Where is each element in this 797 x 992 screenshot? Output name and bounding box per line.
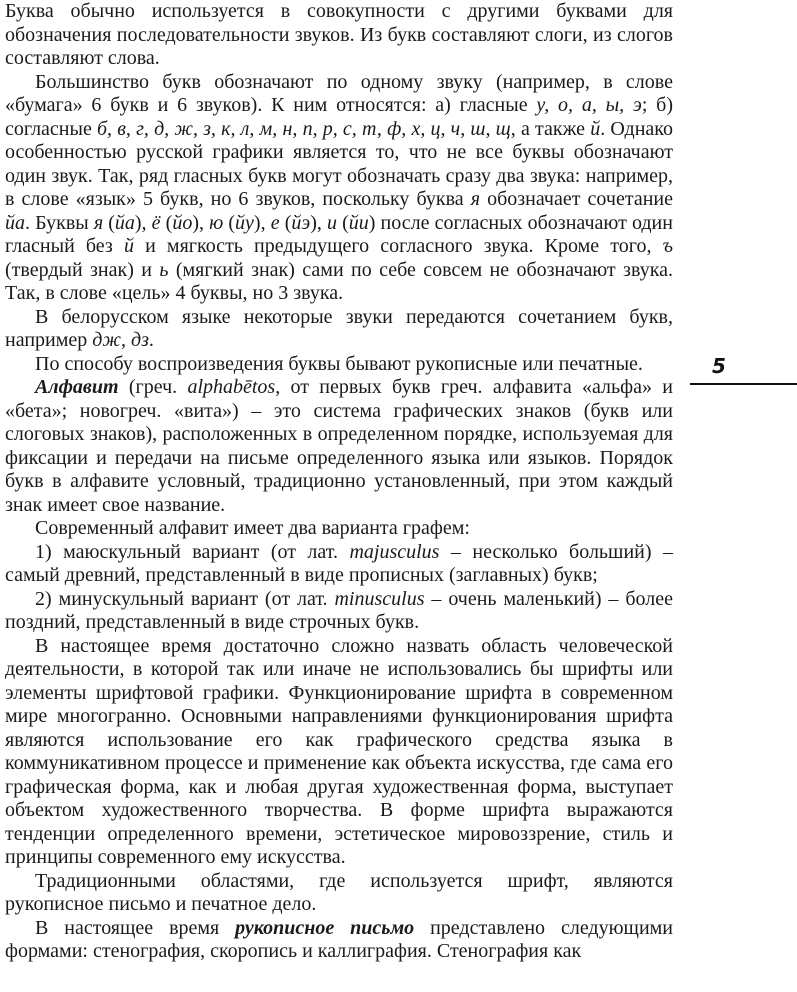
italic-run: й [590, 117, 601, 140]
italic-run: б, в, г, д, ж, з, к, л, м, н, п, р, с, т, ф, х, ц, ч, ш, щ [97, 117, 511, 140]
paragraph-p1 [5, 0, 673, 71]
page-marker-rule [690, 383, 797, 385]
text-run: (греч. [118, 376, 188, 398]
text-run: Традиционными областями, где используется шрифт, являются рукописное письмо и печатное дело. [5, 869, 673, 915]
italic-run: minusculus [334, 587, 425, 610]
text-run: 2) минускульный вариант (от лат. [35, 587, 335, 610]
text-run: представлено следующими формами: стенография, скоропись и каллиграфия. Стенография как [5, 916, 674, 962]
italic-run: ё [151, 211, 161, 234]
italic-run: йи [348, 211, 369, 234]
text-run: ( [336, 211, 349, 234]
paragraph-p6 [5, 517, 673, 541]
text-run: В белорусском языке некоторые звуки передаются сочетанием букв, например [5, 305, 673, 351]
text-run: – несколько больший) – самый древний, представленный в виде прописных (заглавных) букв; [5, 540, 673, 586]
italic-run: е [270, 211, 280, 234]
paragraph-p3 [5, 306, 673, 353]
italic-run: majusculus [349, 540, 440, 563]
term-run: Алфавит [35, 376, 119, 398]
body-text [5, 0, 673, 964]
text-run: ( [279, 211, 292, 234]
italic-run: йу [235, 211, 254, 234]
paragraph-p11 [5, 917, 673, 964]
text-run: обозначает сочетание [480, 188, 673, 210]
page-number: 5 [712, 354, 726, 378]
italic-run: дж, дз [92, 329, 149, 351]
text-run: Буква обычно используется в совокупности с другими буквами для обозначения последовательности звуков. Из букв составляют слоги, из слогов составляют слова. [5, 0, 673, 69]
term-run: рукописное письмо [235, 916, 415, 939]
italic-run: йэ [291, 211, 311, 234]
text-run: ( [160, 211, 173, 234]
italic-run: я [470, 188, 481, 210]
paragraph-p10 [5, 870, 673, 917]
paragraph-p9 [5, 635, 673, 870]
text-run: ), [310, 211, 327, 234]
text-run: Современный алфавит имеет два варианта графем: [35, 517, 470, 539]
text-run: ; б) согласные [5, 94, 673, 140]
paragraph-p2 [5, 71, 673, 306]
text-run: В настоящее время [35, 916, 236, 939]
italic-run: у, о, а, ы, э [536, 94, 642, 116]
italic-run: ю [209, 211, 224, 234]
italic-run: я [93, 211, 104, 234]
paragraph-p8 [5, 588, 673, 635]
paragraph-p7 [5, 541, 673, 588]
text-run: ), [253, 211, 271, 234]
italic-run: alphabētos [187, 376, 276, 398]
text-run: В настоящее время достаточно сложно назвать область человеческой деятельности, в которой так или иначе не использовались бы шрифты или элементы шрифтовой графики. Функционирование шрифта в современном мире многогранно. Основными направлениями функционирования шрифта являются использование его как графического средства языка в коммуникативном процессе и применение как объекта искусства, где сама его графическая форма, как и любая другая художественная форма, выступает объектом художественного творчества. В форме шрифта выражаются тенденции определенного времени, эстетическое мировоззрение, стиль и принципы современного ему искусства. [5, 634, 673, 868]
paragraph-p5 [5, 376, 673, 517]
text-run: ( [103, 211, 115, 234]
text-run: . [148, 329, 154, 351]
text-run: , от первых букв греч. алфавита «альфа» и «бета»; новогреч. «вита») – это система графических знаков (букв или слоговых знаков), расположенных в определенном порядке, используемая для фиксации и передачи на письме определенного языка или языков. Порядок букв в алфавите условный, традиционно установленный, при этом каждый знак имеет свое название. [5, 376, 673, 516]
italic-run: йо [172, 211, 193, 234]
text-run: , а также [510, 117, 591, 140]
italic-run: йа [114, 211, 135, 234]
italic-run: и [326, 211, 337, 234]
page-marker [690, 355, 797, 385]
text-run: (мягкий знак) сами по себе совсем не обозначают звука. Так, в слове «цель» 4 буквы, но 3 звука. [5, 258, 673, 304]
italic-run: ь [159, 258, 169, 281]
text-run: и мягкость предыдущего согласного звука. Кроме того, [133, 235, 663, 257]
text-run: По способу воспроизведения буквы бывают рукописные или печатные. [35, 352, 643, 375]
text-run: – очень маленький) – более поздний, представленный в виде строчных букв. [5, 587, 673, 633]
text-run: ), [192, 211, 210, 234]
text-run: ( [223, 211, 236, 234]
italic-run: й [123, 235, 134, 257]
paragraph-p4 [5, 353, 673, 377]
text-run: . Однако особенностью русской графики является то, что не все буквы обозначают один звук. Так, ряд гласных букв могут обозначать сразу два звука: например, в слове «язык» 5 букв, но 6 звуков, поскольку буква [5, 117, 673, 210]
text-run: (твердый знак) и [5, 258, 160, 281]
text-run: ) после согласных обозначают один гласный без [5, 211, 673, 257]
text-run: ), [134, 211, 152, 234]
text-run: . Буквы [25, 211, 94, 234]
text-run: 1) маюскульный вариант (от лат. [35, 540, 350, 563]
text-run: Большинство букв обозначают по одному звуку (например, в слове «бумага» 6 букв и 6 звуков). К ним относятся: а) гласные [5, 70, 673, 116]
italic-run: ъ [662, 235, 674, 257]
italic-run: йа [5, 211, 25, 234]
